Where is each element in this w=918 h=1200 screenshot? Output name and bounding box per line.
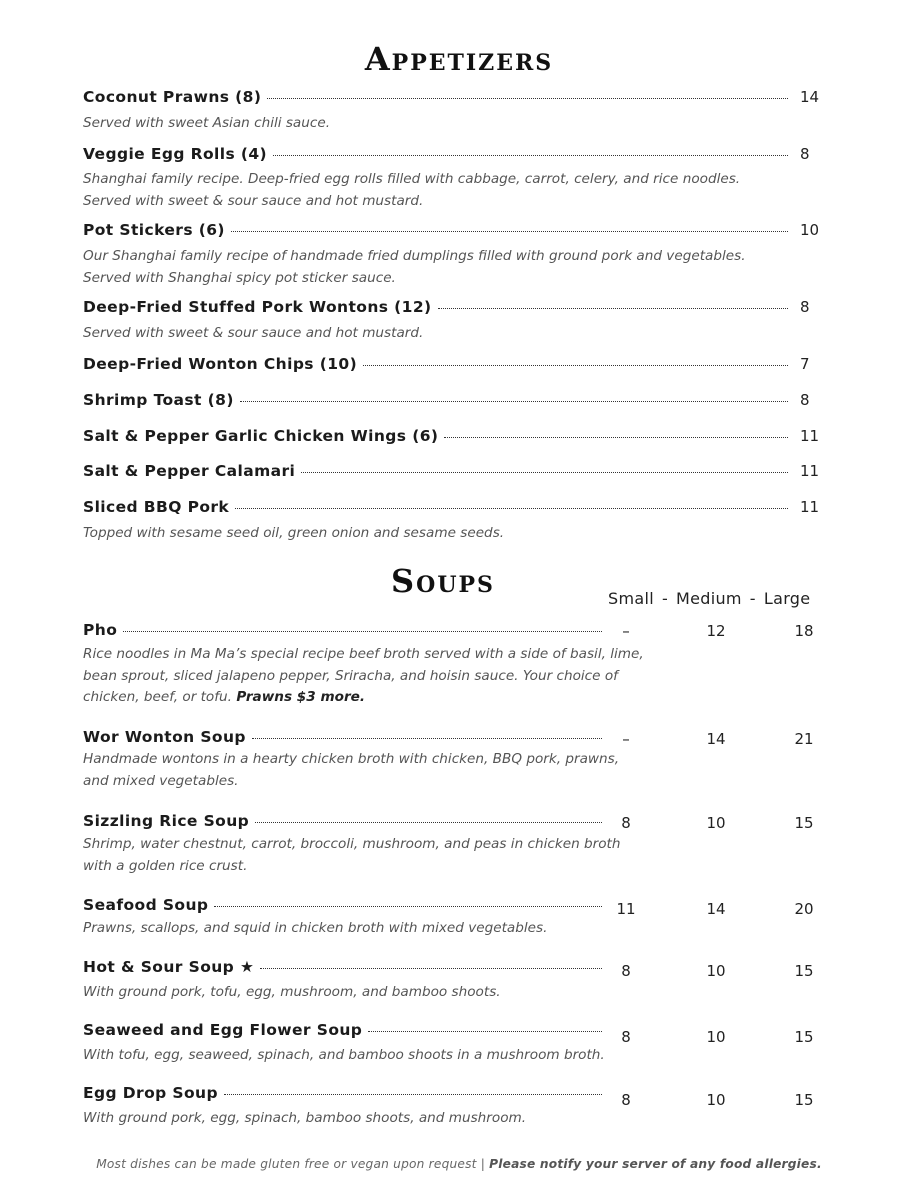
description-line: bean sprout, sliced jalapeno pepper, Sriracha, and hoisin sauce. Your choice of	[83, 667, 618, 684]
dot-leader	[267, 97, 788, 99]
menu-item	[83, 391, 828, 409]
price-medium: 12	[706, 622, 726, 640]
item-description	[83, 644, 644, 709]
dot-leader	[301, 471, 788, 473]
dot-leader	[240, 400, 788, 402]
item-price: 7	[800, 355, 810, 373]
dot-leader	[252, 737, 602, 739]
item-price: 11	[800, 498, 820, 516]
soups-title: Soups	[391, 562, 495, 600]
soup-item	[83, 812, 606, 830]
menu-item	[83, 221, 828, 239]
price-small: 8	[621, 814, 631, 832]
item-price: 10	[800, 221, 820, 239]
soup-item	[83, 621, 606, 639]
price-large: 21	[794, 730, 814, 748]
item-price: 14	[800, 88, 820, 106]
item-description	[83, 749, 619, 792]
menu-item	[83, 498, 828, 516]
item-name: Deep-Fried Wonton Chips (10)	[83, 355, 358, 373]
price-large: 15	[794, 1091, 814, 1109]
menu-item	[83, 298, 828, 316]
appetizers-heading: Appetizers	[364, 40, 554, 78]
item-price: 8	[800, 298, 810, 316]
dot-leader	[255, 821, 602, 823]
item-description	[83, 169, 740, 212]
menu-item	[83, 427, 828, 445]
dot-leader	[273, 154, 788, 156]
footer-note	[0, 1157, 918, 1171]
item-description: Topped with sesame seed oil, green onion and sesame seeds.	[83, 525, 505, 541]
menu-item	[83, 355, 828, 373]
price-small: 8	[621, 1091, 631, 1109]
dot-leader	[260, 967, 602, 969]
item-name: Pot Stickers (6)	[83, 221, 225, 239]
soup-item	[83, 958, 606, 976]
price-large: 15	[794, 962, 814, 980]
description-bold: Prawns $3 more.	[236, 689, 366, 705]
description-line: Served with Shanghai spicy pot sticker sauce.	[83, 269, 396, 286]
item-name: Shrimp Toast (8)	[83, 391, 234, 409]
dot-leader	[368, 1030, 602, 1032]
size-separator: -	[661, 589, 669, 608]
item-name: Salt & Pepper Calamari	[83, 462, 296, 480]
price-large: 18	[794, 622, 814, 640]
item-price: 8	[800, 391, 810, 409]
item-name: Seafood Soup	[83, 896, 209, 914]
item-name: Egg Drop Soup	[83, 1084, 218, 1102]
item-name: Hot & Sour Soup ★	[83, 958, 255, 976]
item-description	[83, 246, 746, 289]
description-line: Rice noodles in Ma Ma’s special recipe beef broth served with a side of basil, lime,	[83, 646, 644, 662]
description-line: Shrimp, water chestnut, carrot, broccoli, mushroom, and peas in chicken broth	[83, 836, 621, 852]
price-medium: 10	[706, 1091, 726, 1109]
price-small: –	[622, 622, 630, 640]
price-large: 20	[794, 900, 814, 918]
item-description: Served with sweet & sour sauce and hot mustard.	[83, 325, 424, 341]
dot-leader	[438, 307, 788, 309]
price-medium: 10	[706, 1028, 726, 1046]
price-small: –	[622, 730, 630, 748]
menu-item	[83, 145, 828, 163]
item-description: With ground pork, egg, spinach, bamboo shoots, and mushroom.	[83, 1110, 527, 1126]
item-name: Wor Wonton Soup	[83, 728, 246, 746]
item-price: 8	[800, 145, 810, 163]
size-header	[608, 589, 810, 608]
description-line	[83, 687, 644, 709]
item-name: Salt & Pepper Garlic Chicken Wings (6)	[83, 427, 439, 445]
dot-leader	[235, 507, 788, 509]
footer-allergy-note: Please notify your server of any food allergies.	[489, 1157, 822, 1171]
size-label-large: Large	[763, 589, 811, 608]
price-medium: 10	[706, 814, 726, 832]
item-name: Deep-Fried Stuffed Pork Wontons (12)	[83, 298, 432, 316]
description-line: and mixed vegetables.	[83, 772, 239, 789]
price-medium: 14	[706, 900, 726, 918]
footer-text: Most dishes can be made gluten free or vegan upon request |	[96, 1157, 490, 1171]
description-line: with a golden rice crust.	[83, 857, 248, 874]
item-price: 11	[800, 462, 820, 480]
soup-item	[83, 1084, 606, 1102]
item-name: Pho	[83, 621, 118, 639]
item-description	[83, 834, 621, 877]
size-label-small: Small	[608, 589, 654, 608]
dot-leader	[214, 905, 602, 907]
soup-item	[83, 1021, 606, 1039]
price-large: 15	[794, 814, 814, 832]
item-description: Served with sweet Asian chili sauce.	[83, 115, 331, 131]
description-line: Our Shanghai family recipe of handmade fried dumplings filled with ground pork and vegetables.	[83, 248, 746, 264]
dot-leader	[231, 230, 788, 232]
item-price: 11	[800, 427, 820, 445]
menu-item	[83, 462, 828, 480]
price-medium: 10	[706, 962, 726, 980]
description-line: Served with sweet & sour sauce and hot mustard.	[83, 192, 424, 209]
item-name: Veggie Egg Rolls (4)	[83, 145, 268, 163]
item-name: Coconut Prawns (8)	[83, 88, 262, 106]
price-small: 8	[621, 1028, 631, 1046]
item-description: With ground pork, tofu, egg, mushroom, and bamboo shoots.	[83, 984, 501, 1000]
dot-leader	[444, 436, 788, 438]
soup-item	[83, 896, 606, 914]
item-name: Seaweed and Egg Flower Soup	[83, 1021, 363, 1039]
size-separator: -	[749, 589, 756, 608]
price-large: 15	[794, 1028, 814, 1046]
soup-item	[83, 728, 606, 746]
dot-leader	[224, 1093, 602, 1095]
description-line: Shanghai family recipe. Deep-fried egg rolls filled with cabbage, carrot, celery, and rice noodles.	[83, 171, 741, 187]
dot-leader	[123, 630, 602, 632]
price-small: 8	[621, 962, 631, 980]
item-description: With tofu, egg, seaweed, spinach, and bamboo shoots in a mushroom broth.	[83, 1047, 605, 1063]
description-text: chicken, beef, or tofu.	[83, 689, 232, 705]
description-line: Handmade wontons in a hearty chicken broth with chicken, BBQ pork, prawns,	[83, 751, 620, 767]
item-description: Prawns, scallops, and squid in chicken broth with mixed vegetables.	[83, 920, 548, 936]
item-name: Sliced BBQ Pork	[83, 498, 230, 516]
dot-leader	[363, 364, 788, 366]
item-name: Sizzling Rice Soup	[83, 812, 250, 830]
menu-item	[83, 88, 828, 106]
price-small: 11	[616, 900, 636, 918]
size-label-medium: Medium	[676, 589, 742, 608]
price-medium: 14	[706, 730, 726, 748]
